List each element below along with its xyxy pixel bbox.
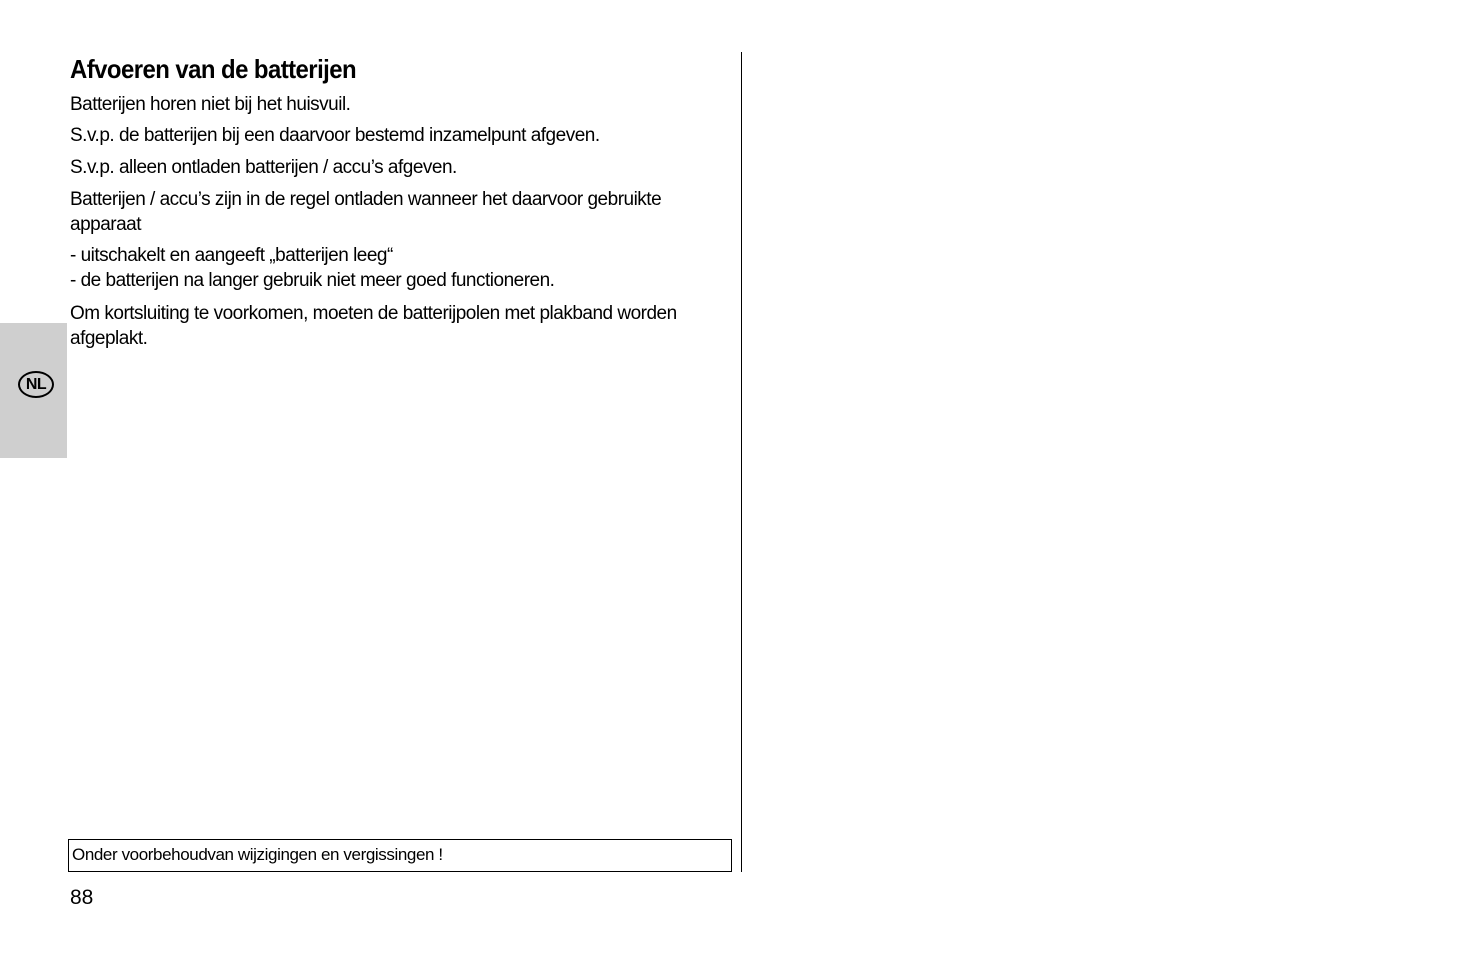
paragraph-4: Batterijen / accu’s zijn in de regel ontladen wanneer het daarvoor gebruikte apparaat — [70, 189, 662, 235]
paragraph-5: Om kortsluiting te voorkomen, moeten de batterijpolen met plakband worden afgeplakt. — [70, 303, 677, 349]
page-number: 88 — [70, 886, 94, 909]
column-divider — [741, 52, 742, 872]
language-badge: NL — [18, 371, 54, 398]
list-item-2: - de batterijen na langer gebruik niet meer goed functioneren. — [70, 270, 555, 291]
list-item-1: - uitschakelt en aangeeft „batterijen leeg“ — [70, 245, 393, 266]
paragraph-1: Batterijen horen niet bij het huisvuil. — [70, 94, 351, 115]
page-title: Afvoeren van de batterijen — [70, 54, 357, 84]
paragraph-2: S.v.p. de batterijen bij een daarvoor bestemd inzamelpunt afgeven. — [70, 125, 600, 146]
title-wrapper — [70, 52, 381, 86]
paragraph-3: S.v.p. alleen ontladen batterijen / accu’s afgeven. — [70, 157, 457, 178]
disclaimer-box: Onder voorbehoudvan wijzigingen en vergissingen ! — [68, 839, 732, 872]
